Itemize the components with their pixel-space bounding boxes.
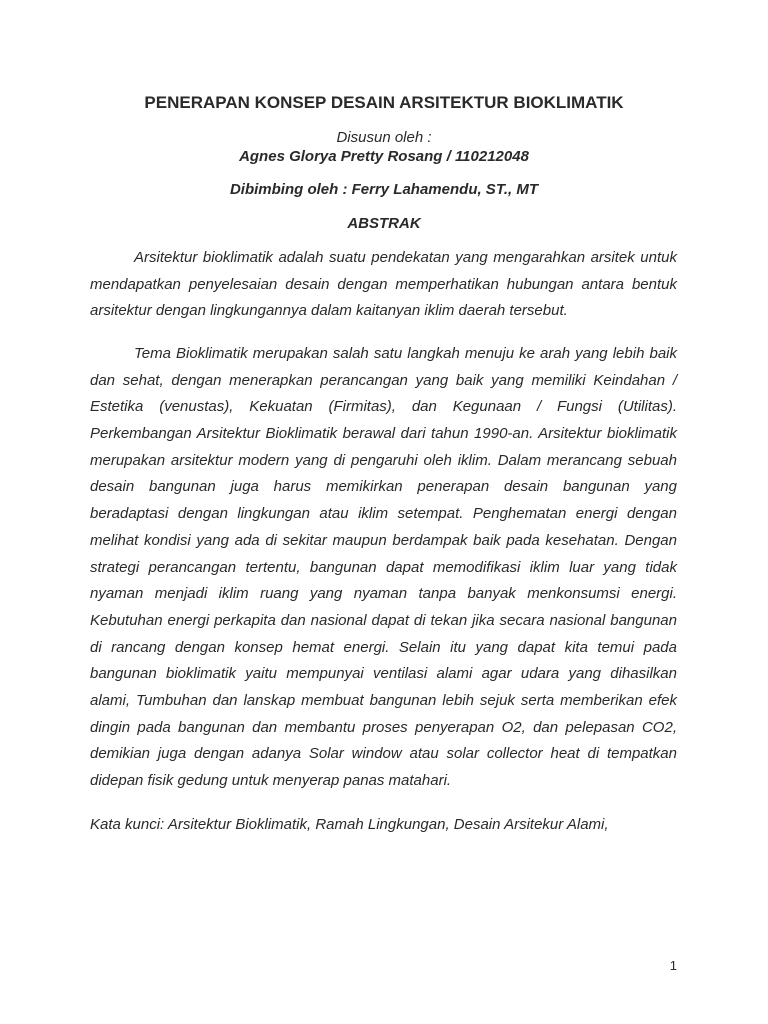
abstract-paragraph (90, 245, 677, 325)
paragraph-line: bangunan bioklimatik yaitu mempunyai ventilasi alami agar udara yang dihasilkan (90, 665, 677, 683)
paragraph-line: di rancang dengan konsep hemat energi. Selain itu yang dapat kita temui pada (90, 638, 677, 656)
page-title: PENERAPAN KONSEP DESAIN ARSITEKTUR BIOKLIMATIK (144, 93, 624, 112)
paragraph-line: beradaptasi dengan lingkungan atau iklim setempat. Penghematan energi dengan (90, 505, 677, 523)
paragraph-line: demikian juga dengan adanya Solar window atau solar collector heat di tempatkan (90, 745, 677, 763)
paragraph-line: Arsitektur bioklimatik adalah suatu pendekatan yang mengarahkan arsitek untuk (134, 249, 677, 266)
paragraph-line: Tema Bioklimatik merupakan salah satu langkah menuju ke arah yang lebih baik (134, 345, 677, 362)
paragraph-line: desain bangunan juga harus memikirkan penerapan desain bangunan yang (90, 478, 677, 496)
abstract-heading: ABSTRAK (347, 215, 421, 232)
paragraph-line: Perkembangan Arsitektur Bioklimatik berawal dari tahun 1990-an. Arsitektur bioklimatik (90, 425, 677, 443)
paragraph-line: merupakan arsitektur modern yang di pengaruhi oleh iklim. Dalam merancang sebuah (90, 451, 677, 469)
paragraph-line: mendapatkan penyelesaian desain dengan memperhatikan hubungan antara bentuk (90, 275, 677, 293)
paragraph-line: alami, Tumbuhan dan lanskap membuat bangunan lebih sejuk serta memberikan efek (90, 691, 677, 709)
page-number: 1 (669, 958, 677, 973)
abstract-paragraph (90, 341, 677, 795)
paragraph-line: melihat kondisi yang ada di sekitar maupun berdampak baik pada kesehatan. Dengan (90, 531, 677, 549)
paragraph-line: nyaman menjadi iklim ruang yang nyaman tanpa banyak menkonsumsi energi. (90, 585, 677, 603)
keywords-line: Kata kunci: Arsitektur Bioklimatik, Ramah Lingkungan, Desain Arsitekur Alami, (90, 816, 609, 833)
paragraph-line: didepan fisik gedung untuk menyerap panas matahari. (90, 772, 452, 789)
paragraph-line: arsitektur dengan lingkungannya dalam kaitanyan iklim daerah tersebut. (90, 302, 568, 320)
prepared-by-label: Disusun oleh : (336, 129, 432, 146)
author-line: Agnes Glorya Pretty Rosang / 110212048 (239, 148, 529, 165)
paragraph-line: Kebutuhan energi perkapita dan nasional dapat di tekan jika secara nasional bangunan (90, 611, 677, 629)
paragraph-line: Estetika (venustas), Kekuatan (Firmitas), dan Kegunaan / Fungsi (Utilitas). (90, 398, 677, 416)
paragraph-line: dan sehat, dengan menerapkan perancangan yang baik yang memiliki Keindahan / (90, 371, 677, 389)
paragraph-line: strategi perancangan tertentu, bangunan dapat memodifikasi iklim luar yang tidak (90, 558, 677, 576)
supervisor-line: Dibimbing oleh : Ferry Lahamendu, ST., MT (229, 181, 539, 198)
paragraph-line: dingin pada bangunan dan membantu proses penyerapan O2, dan pelepasan CO2, (90, 718, 677, 736)
